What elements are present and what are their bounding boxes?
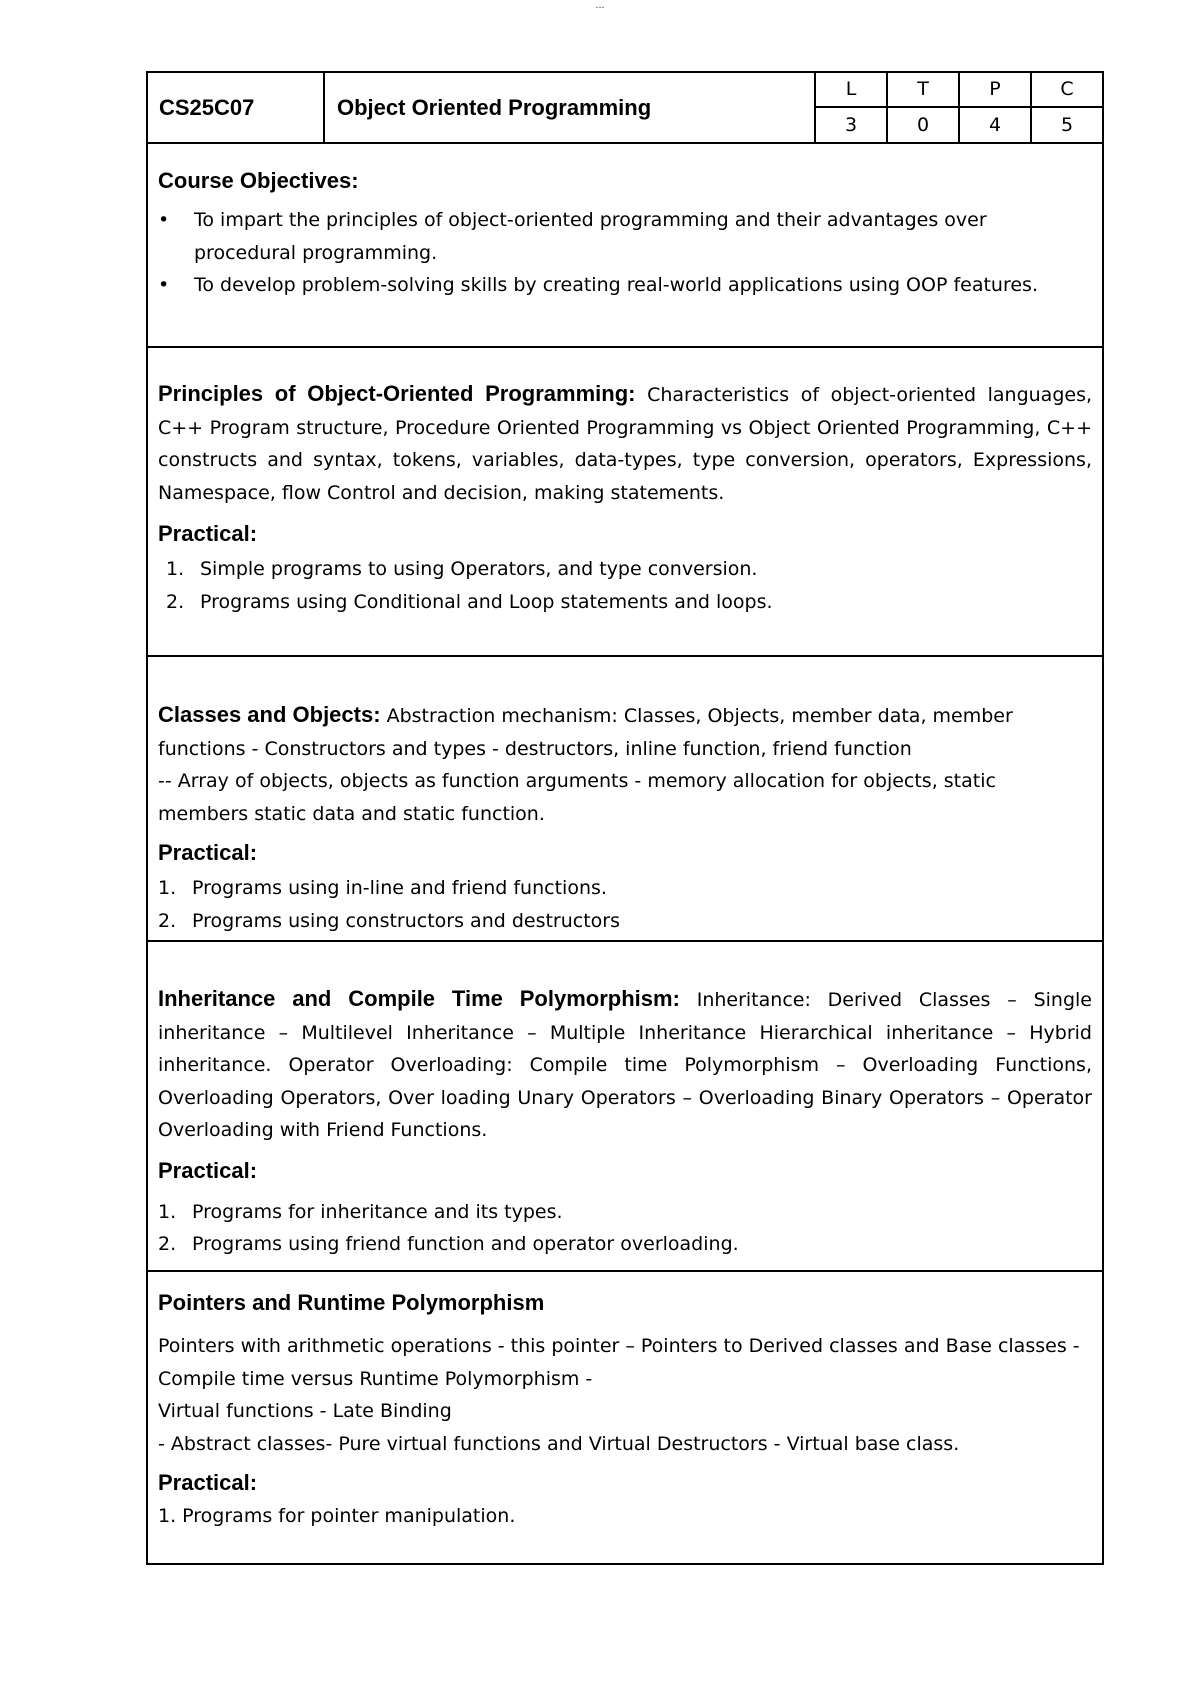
course-code: CS25C07 [148, 73, 325, 142]
practical-number: 1. [166, 558, 185, 580]
practical-item [158, 553, 1092, 586]
practical-number: 1. [158, 877, 177, 899]
practical-item [158, 1196, 1092, 1229]
unit-text: Pointers with arithmetic operations - this pointer – Pointers to Derived classes and Base classes - Compile time versus Runtime Polymorphism - [158, 1335, 1080, 1390]
objective-item [158, 204, 1092, 269]
practical-item [158, 1228, 1092, 1261]
practical-text: Programs using friend function and operator overloading. [192, 1233, 739, 1255]
ltpc-header-t: T [886, 73, 958, 108]
practical-number: 2. [158, 909, 177, 932]
ltpc-header-c: C [1030, 73, 1102, 108]
objectives-section [148, 144, 1102, 348]
practical-heading: Practical: [158, 1470, 258, 1495]
practical-heading: Practical: [158, 1157, 258, 1183]
unit-text-line: Virtual functions - Late Binding [158, 1400, 452, 1422]
unit-text: Inheritance: Derived Classes – Single inheritance – Multilevel Inheritance – Multiple Inheritance Hierarchical inheritance – Hybrid inheritance. Operator Overloading: Compile time Polymorphism – Overloading Functions, Overloading Operators, Over loading Unary Operators – Overloading Binary Operators – Operator Overloading with Friend Functions. [158, 989, 1092, 1141]
ltpc-value-l: 3 [814, 108, 886, 143]
practical-text: Programs using Conditional and Loop statements and loops. [200, 590, 773, 613]
practical-number: 2. [166, 590, 185, 613]
practical-heading: Practical: [158, 840, 258, 865]
practical-item: 1. Programs for pointer manipulation. [158, 1505, 516, 1527]
unit-text: Abstraction mechanism: Classes, Objects, member data, member functions - Constructors and types - destructors, inline function, friend function [158, 705, 1013, 760]
ltpc-header-l: L [814, 73, 886, 108]
unit-text-line: - Abstract classes- Pure virtual functions and Virtual Destructors - Virtual base class. [158, 1432, 960, 1455]
unit-heading: Pointers and Runtime Polymorphism [158, 1290, 545, 1315]
practical-number: 1. [158, 1200, 177, 1223]
practical-text: Programs for inheritance and its types. [192, 1200, 563, 1223]
unit-section-1 [148, 348, 1102, 657]
unit-heading: Inheritance and Compile Time Polymorphism: [158, 986, 680, 1011]
ltpc-value-p: 4 [958, 108, 1030, 143]
bullet-icon: • [158, 209, 170, 231]
unit-text-line: -- Array of objects, objects as function arguments - memory allocation for objects, static members static data and static function. [158, 770, 996, 825]
unit-section-2 [148, 657, 1102, 942]
unit-description [158, 699, 1092, 765]
unit-section-3 [148, 942, 1102, 1272]
practical-number: 2. [158, 1233, 177, 1255]
unit-heading: Classes and Objects: [158, 702, 381, 727]
course-header-row [148, 73, 1102, 144]
unit-description [158, 378, 1092, 509]
ltpc-grid [814, 73, 1102, 142]
practical-text: Programs using in-line and friend functions. [192, 877, 607, 899]
practical-item [158, 905, 1092, 938]
unit-section-4 [148, 1272, 1102, 1563]
objective-text: To develop problem-solving skills by creating real-world applications using OOP features. [194, 274, 1038, 296]
unit-heading: Principles of Object-Oriented Programming: [158, 381, 636, 406]
objective-text: To impart the principles of object-oriented programming and their advantages over procedural programming. [194, 209, 987, 264]
ltpc-value-t: 0 [886, 108, 958, 143]
practical-item [158, 872, 1092, 905]
ltpc-header-p: P [958, 73, 1030, 108]
bullet-icon: • [158, 274, 170, 296]
practical-item [158, 586, 1092, 619]
course-title: Object Oriented Programming [337, 94, 652, 120]
unit-text: Characteristics of object-oriented languages, C++ Program structure, Procedure Oriented Programming vs Object Oriented Programming, C++ constructs and syntax, tokens, variables, data-types, type conversion, operators, Expressions, Namespace, flow Control and decision, making statements. [158, 384, 1093, 504]
ltpc-value-c: 5 [1030, 108, 1102, 143]
practical-text: Programs using constructors and destructors [192, 909, 621, 932]
objectives-heading: Course Objectives: [158, 168, 359, 193]
objective-item [158, 269, 1092, 302]
practical-text: Simple programs to using Operators, and type conversion. [200, 558, 758, 580]
practical-heading: Practical: [158, 521, 258, 546]
unit-description [158, 983, 1092, 1147]
page-top-mark: ... [595, 0, 605, 11]
course-table [146, 71, 1104, 1565]
